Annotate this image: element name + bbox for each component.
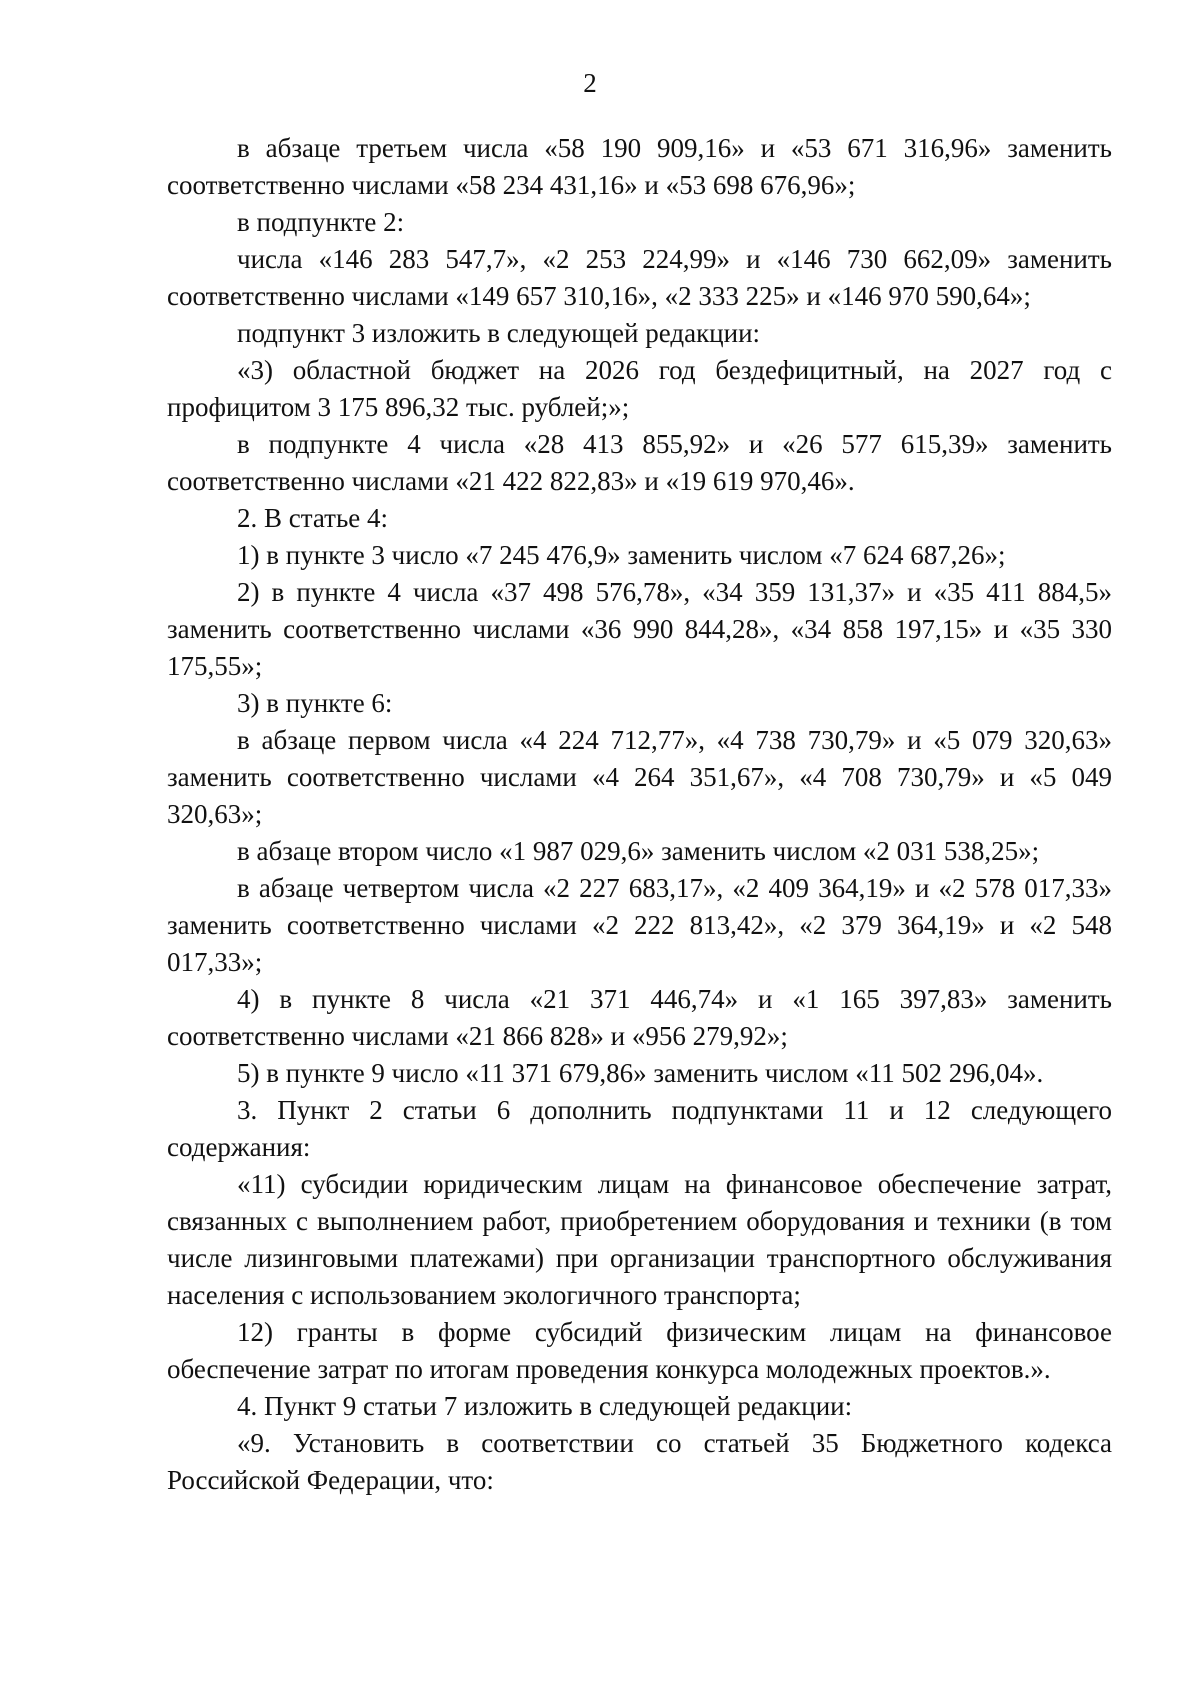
paragraph: «11) субсидии юридическим лицам на финансовое обеспечение затрат, связанных с выполнением работ, приобретением оборудования и техники (в том числе лизинговыми платежами) при организации транспортного обслуживания населения с использованием экологичного транспорта; xyxy=(167,1169,1112,1310)
paragraph: «9. Установить в соответствии со статьей 35 Бюджетного кодекса Российской Федерации, что: xyxy=(167,1428,1112,1495)
paragraph: 1) в пункте 3 число «7 245 476,9» заменить числом «7 624 687,26»; xyxy=(237,540,1006,570)
section-heading: 3. Пункт 2 статьи 6 дополнить подпунктами 11 и 12 следующего содержания: xyxy=(167,1095,1112,1162)
paragraph: в абзаце третьем числа «58 190 909,16» и «53 671 316,96» заменить соответственно числами «58 234 431,16» и «53 698 676,96»; xyxy=(167,133,1112,200)
paragraph: в подпункте 4 числа «28 413 855,92» и «26 577 615,39» заменить соответственно числами «21 422 822,83» и «19 619 970,46». xyxy=(167,429,1112,496)
paragraph: подпункт 3 изложить в следующей редакции: xyxy=(237,318,761,348)
paragraph: «3) областной бюджет на 2026 год бездефицитный, на 2027 год с профицитом 3 175 896,32 тыс. рублей;»; xyxy=(167,355,1112,422)
paragraph: 5) в пункте 9 число «11 371 679,86» заменить числом «11 502 296,04». xyxy=(237,1058,1044,1088)
document-body xyxy=(167,130,1112,1499)
paragraph: в абзаце четвертом числа «2 227 683,17», «2 409 364,19» и «2 578 017,33» заменить соответственно числами «2 222 813,42», «2 379 364,19» и «2 548 017,33»; xyxy=(167,873,1112,977)
page-number: 2 xyxy=(583,68,597,98)
section-heading: 2. В статье 4: xyxy=(237,503,389,533)
paragraph: 2) в пункте 4 числа «37 498 576,78», «34 359 131,37» и «35 411 884,5» заменить соответственно числами «36 990 844,28», «34 858 197,15» и «35 330 175,55»; xyxy=(167,577,1112,681)
paragraph: в абзаце первом числа «4 224 712,77», «4 738 730,79» и «5 079 320,63» заменить соответственно числами «4 264 351,67», «4 708 730,79» и «5 049 320,63»; xyxy=(167,725,1112,829)
paragraph: в абзаце втором число «1 987 029,6» заменить числом «2 031 538,25»; xyxy=(237,836,1040,866)
paragraph: 4) в пункте 8 числа «21 371 446,74» и «1 165 397,83» заменить соответственно числами «21 866 828» и «956 279,92»; xyxy=(167,984,1112,1051)
paragraph: числа «146 283 547,7», «2 253 224,99» и «146 730 662,09» заменить соответственно числами «149 657 310,16», «2 333 225» и «146 970 590,64»; xyxy=(167,244,1112,311)
paragraph: 12) гранты в форме субсидий физическим лицам на финансовое обеспечение затрат по итогам проведения конкурса молодежных проектов.». xyxy=(167,1317,1112,1384)
paragraph: в подпункте 2: xyxy=(237,207,405,237)
section-heading: 4. Пункт 9 статьи 7 изложить в следующей редакции: xyxy=(237,1391,853,1421)
paragraph: 3) в пункте 6: xyxy=(237,688,393,718)
